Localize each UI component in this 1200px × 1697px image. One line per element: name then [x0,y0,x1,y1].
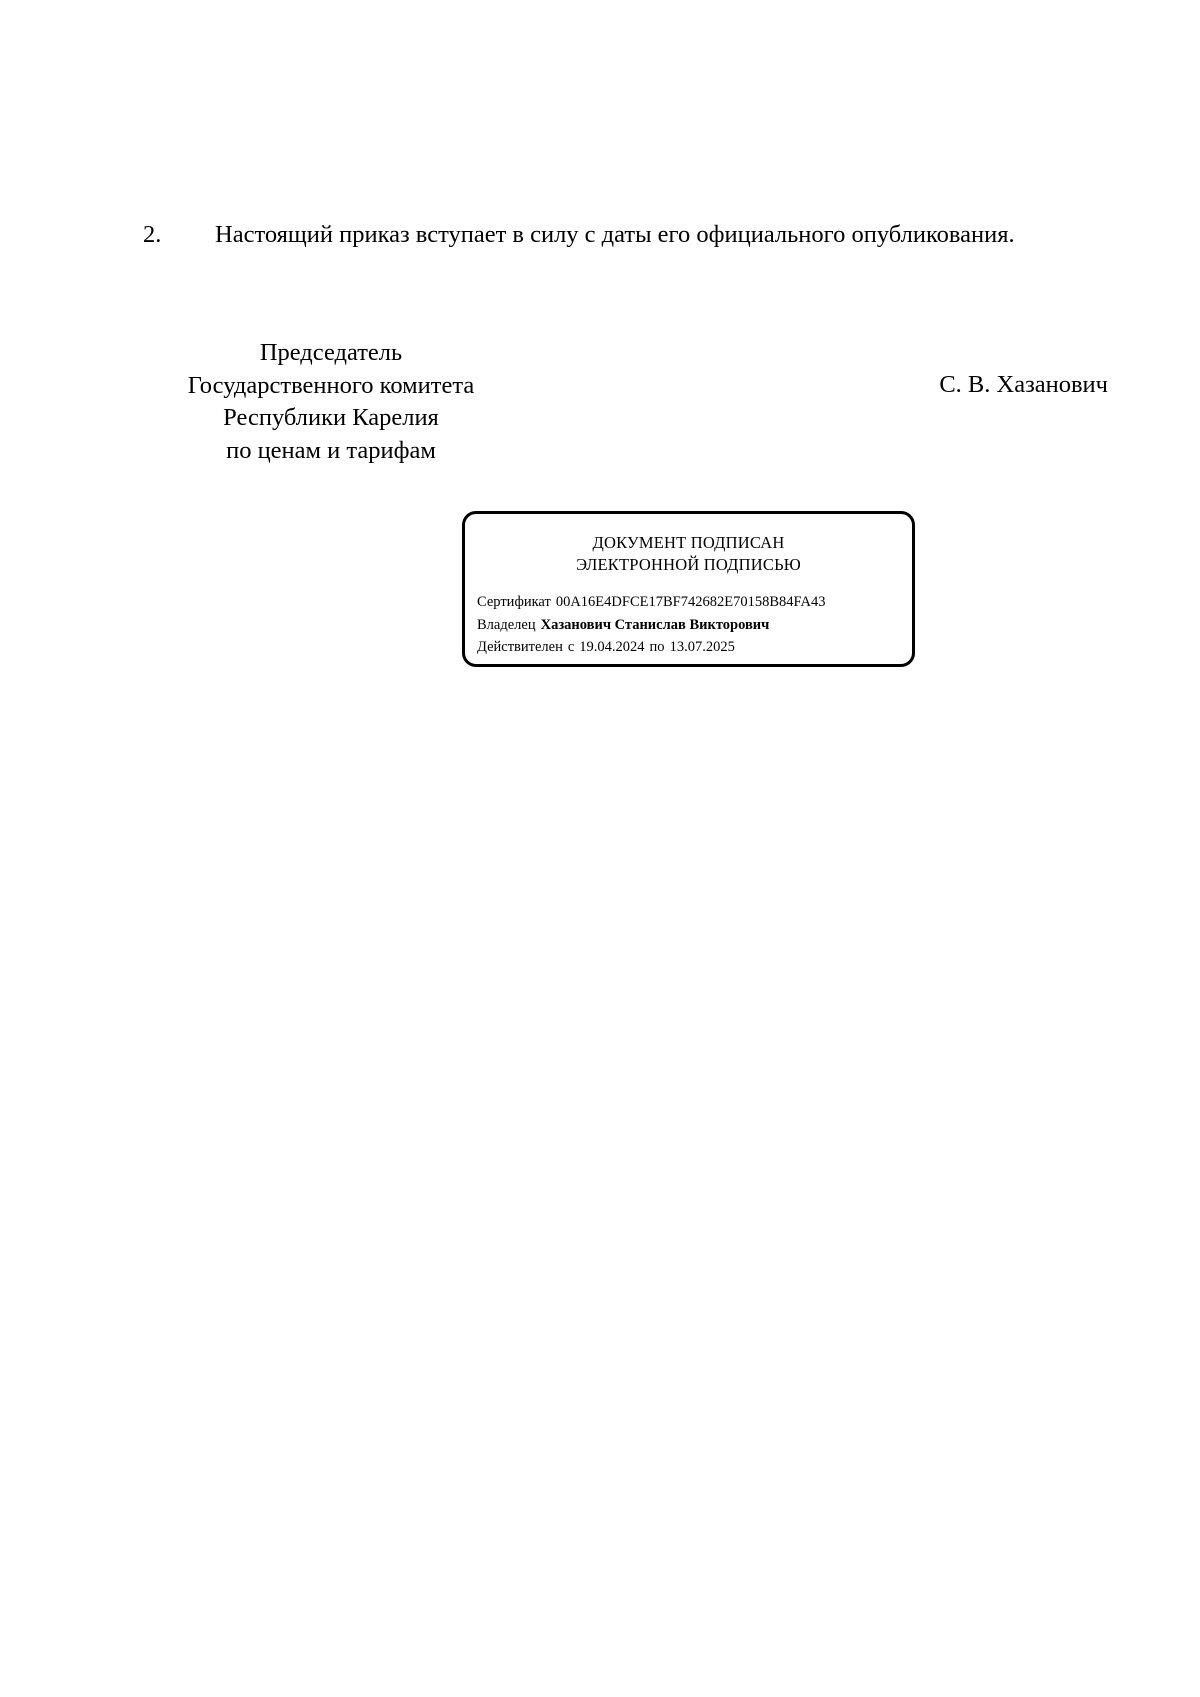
signer-position-line: Республики Карелия [223,404,439,431]
valid-to-word: по [649,639,665,655]
signer-name: С. В. Хазанович [939,371,1108,398]
valid-from-word: с [567,639,575,655]
order-clause-2 [143,218,1103,252]
valid-to-date: 13.07.2025 [669,639,735,655]
clause-text: Настоящий приказ вступает в силу с даты его официального опубликования. [215,221,1015,248]
stamp-details [477,591,904,659]
stamp-heading-line: ЭЛЕКТРОННОЙ ПОДПИСЬЮ [576,555,801,574]
signer-position-line: по ценам и тарифам [226,436,436,464]
certificate-value: 00A16E4DFCE17BF742682E70158B84FA43 [555,594,826,610]
valid-label: Действителен [477,639,563,655]
valid-from-date: 19.04.2024 [579,639,645,655]
owner-value: Хазанович Станислав Викторович [540,616,770,633]
owner-label: Владелец [477,616,536,633]
certificate-label: Сертификат [477,594,551,610]
signer-position [158,337,504,467]
clause-number: 2. [143,221,162,248]
validity-row [477,636,904,659]
signer-position-line: Председатель [259,339,403,366]
signer-position-line: Государственного комитета [187,371,475,399]
stamp-heading-line: ДОКУМЕНТ ПОДПИСАН [592,533,785,552]
certificate-row [477,591,904,614]
owner-row [477,614,904,637]
electronic-signature-stamp [462,511,915,667]
stamp-heading [465,532,912,576]
